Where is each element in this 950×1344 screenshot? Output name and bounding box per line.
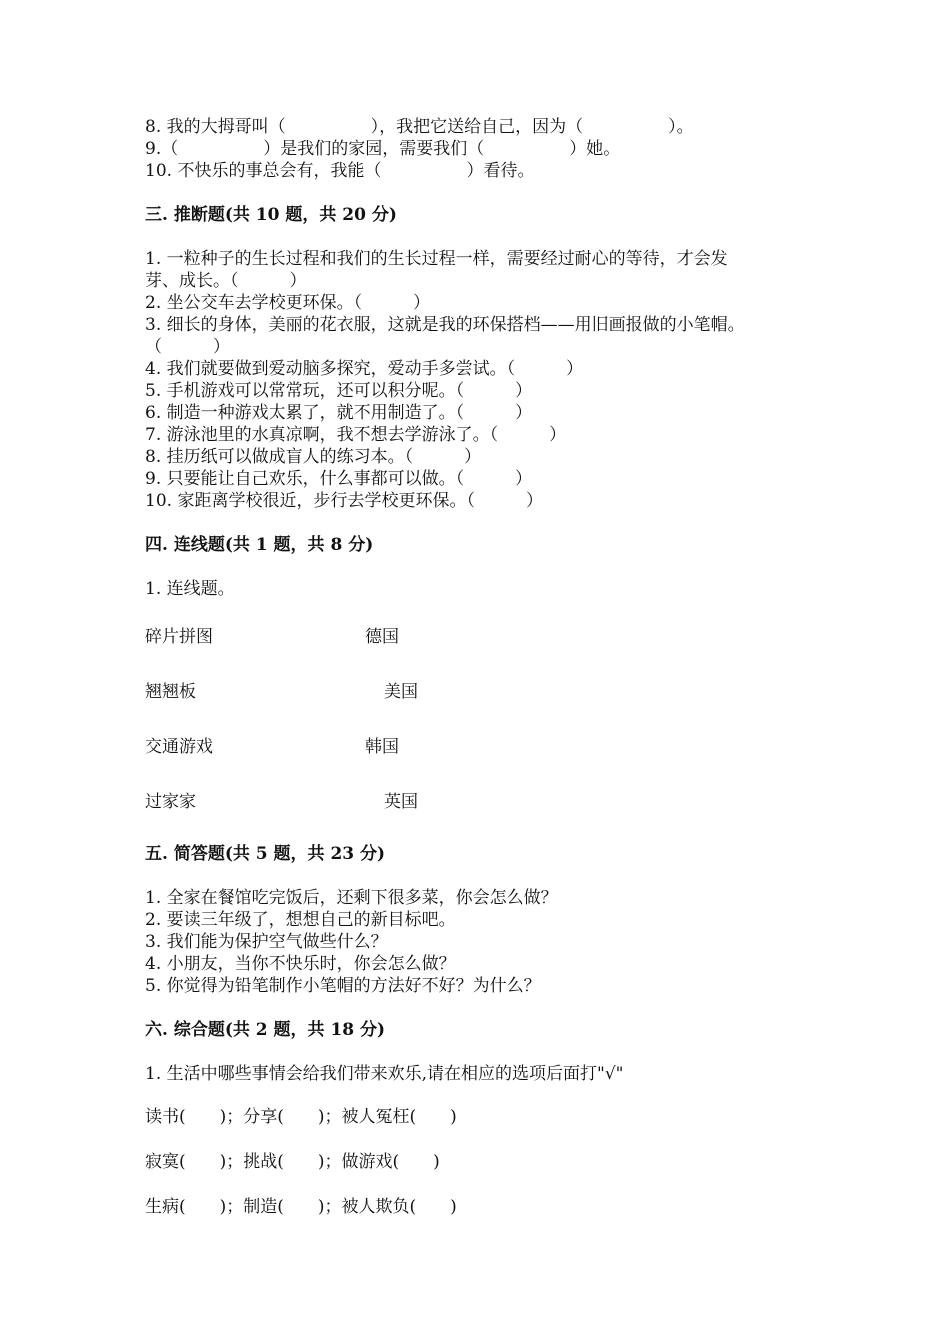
judgement-item: 6. 制造一种游戏太累了，就不用制造了。（ ） [145, 403, 533, 423]
judgement-item: 8. 挂历纸可以做成盲人的练习本。（ ） [145, 447, 482, 467]
option-row: 寂寞( )；挑战( )；做游戏( ) [145, 1152, 440, 1172]
section-title-comprehensive: 六. 综合题(共 2 题，共 18 分) [145, 1020, 386, 1040]
judgement-item: 1. 一粒种子的生长过程和我们的生长过程一样，需要经过耐心的等待，才会发 [145, 249, 728, 269]
fill-item-10: 10. 不快乐的事总会有，我能（ ）看待。 [145, 161, 535, 181]
match-right-item: 英国 [384, 792, 418, 812]
short-answer-item: 4. 小朋友，当你不快乐时，你会怎么做？ [145, 954, 456, 974]
judgement-item: 9. 只要能让自己欢乐，什么事都可以做。（ ） [145, 469, 533, 489]
judgement-item: 4. 我们就要做到爱动脑多探究，爱动手多尝试。（ ） [145, 359, 584, 379]
option-row: 读书( )；分享( )；被人冤枉( ) [145, 1107, 457, 1127]
match-left-item: 过家家 [145, 792, 196, 812]
section-title-short-answer: 五. 简答题(共 5 题，共 23 分) [145, 844, 386, 864]
judgement-item: （ ） [145, 337, 230, 357]
matching-question: 1. 连线题。 [145, 579, 235, 599]
short-answer-item: 1. 全家在餐馆吃完饭后，还剩下很多菜，你会怎么做？ [145, 888, 558, 908]
judgement-item: 5. 手机游戏可以常常玩，还可以积分呢。（ ） [145, 381, 533, 401]
match-left-item: 碎片拼图 [145, 627, 213, 647]
match-left-item: 翘翘板 [145, 682, 196, 702]
fill-item-8: 8. 我的大拇哥叫（ ），我把它送给自己，因为（ ）。 [145, 117, 694, 137]
short-answer-item: 3. 我们能为保护空气做些什么？ [145, 932, 388, 952]
section-title-judgement: 三. 推断题(共 10 题，共 20 分) [145, 205, 397, 225]
section-title-matching: 四. 连线题(共 1 题，共 8 分) [145, 535, 374, 555]
short-answer-item: 2. 要读三年级了，想想自己的新目标吧。 [145, 910, 456, 930]
option-row: 生病( )；制造( )；被人欺负( ) [145, 1197, 457, 1217]
judgement-item: 2. 坐公交车去学校更环保。（ ） [145, 293, 431, 313]
judgement-item: 3. 细长的身体，美丽的花衣服，这就是我的环保搭档——用旧画报做的小笔帽。 [145, 315, 745, 335]
match-right-item: 美国 [384, 682, 418, 702]
short-answer-item: 5. 你觉得为铅笔制作小笔帽的方法好不好？为什么？ [145, 976, 541, 996]
judgement-item: 7. 游泳池里的水真凉啊，我不想去学游泳了。（ ） [145, 425, 567, 445]
match-right-item: 韩国 [365, 737, 399, 757]
match-left-item: 交通游戏 [145, 737, 213, 757]
judgement-item: 芽、成长。（ ） [145, 271, 307, 291]
match-right-item: 德国 [365, 627, 399, 647]
comprehensive-question: 1. 生活中哪些事情会给我们带来欢乐,请在相应的选项后面打"√" [145, 1064, 624, 1084]
fill-item-9: 9.（ ）是我们的家园，需要我们（ ）她。 [145, 139, 621, 159]
judgement-item: 10. 家距离学校很近，步行去学校更环保。（ ） [145, 491, 543, 511]
